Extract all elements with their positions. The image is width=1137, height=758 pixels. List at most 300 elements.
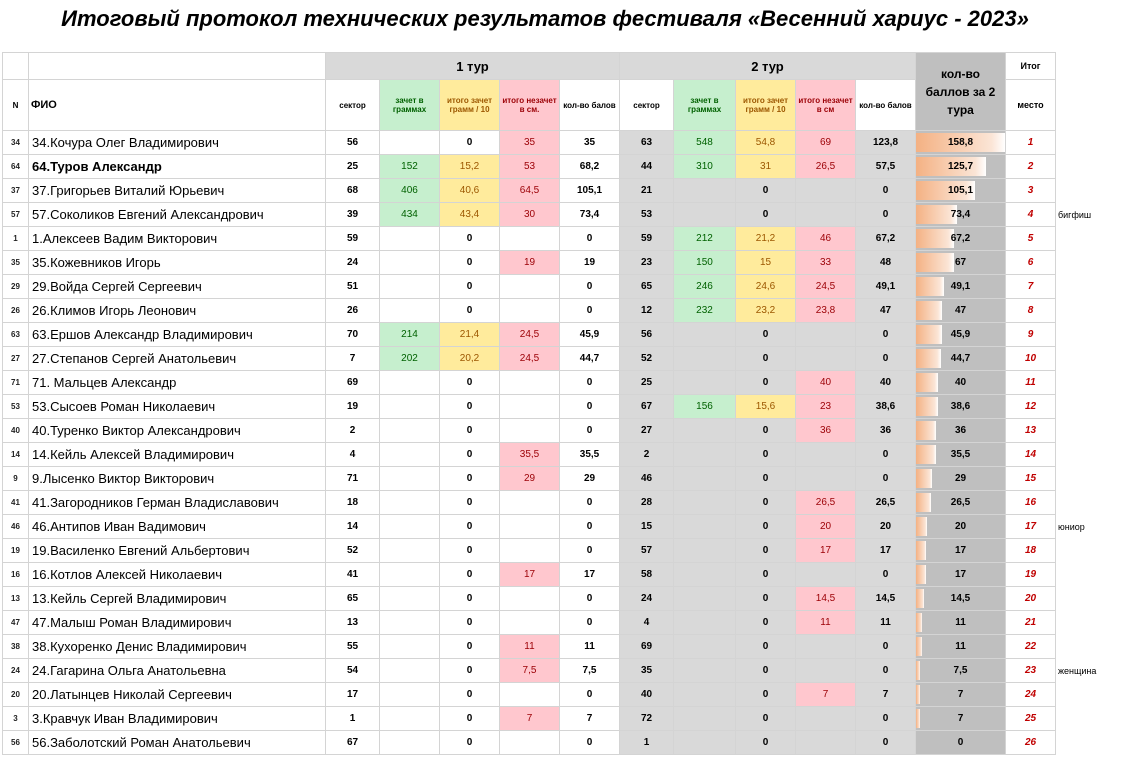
- cell-nezachet-1: 7: [500, 707, 560, 731]
- cell-sector-1: 4: [326, 443, 380, 467]
- cell-total: [916, 467, 1006, 491]
- header-itogo-zachet-1: итого зачет грамм / 10: [440, 80, 500, 131]
- cell-total-value: 36: [954, 425, 967, 436]
- cell-sector-1: 65: [326, 587, 380, 611]
- cell-place: 26: [1006, 731, 1056, 755]
- cell-sector-2: 53: [620, 203, 674, 227]
- cell-balls-1: 19: [560, 251, 620, 275]
- cell-name: 27.Степанов Сергей Анатольевич: [29, 347, 326, 371]
- cell-total: [916, 683, 1006, 707]
- page-title: Итоговый протокол технических результатов фестиваля «Весенний хариус - 2023»: [61, 6, 1029, 31]
- cell-nezachet-2: 26,5: [796, 491, 856, 515]
- cell-name: 38.Кухоренко Денис Владимирович: [29, 635, 326, 659]
- cell-balls-1: 0: [560, 227, 620, 251]
- cell-sector-2: 59: [620, 227, 674, 251]
- cell-total: [916, 323, 1006, 347]
- cell-total: [916, 659, 1006, 683]
- cell-name: 20.Латынцев Николай Сергеевич: [29, 683, 326, 707]
- cell-zachet-2: [674, 587, 736, 611]
- header-nezachet-2: итого незачет в см: [796, 80, 856, 131]
- cell-balls-1: 11: [560, 635, 620, 659]
- cell-total-value: 29: [954, 473, 967, 484]
- cell-itogo-zachet-2: 23,2: [736, 299, 796, 323]
- cell-sector-2: 1: [620, 731, 674, 755]
- cell-nezachet-1: [500, 515, 560, 539]
- cell-itogo-zachet-2: 0: [736, 515, 796, 539]
- cell-sector-2: 69: [620, 635, 674, 659]
- cell-place: 3: [1006, 179, 1056, 203]
- cell-name: 26.Климов Игорь Леонович: [29, 299, 326, 323]
- table-row: [3, 659, 1126, 683]
- cell-n: 41: [3, 491, 29, 515]
- cell-total: [916, 347, 1006, 371]
- cell-zachet-2: [674, 371, 736, 395]
- cell-itogo-zachet-2: 15: [736, 251, 796, 275]
- cell-n: 9: [3, 467, 29, 491]
- cell-name: 14.Кейль Алексей Владимирович: [29, 443, 326, 467]
- cell-nezachet-2: 36: [796, 419, 856, 443]
- cell-nezachet-1: 19: [500, 251, 560, 275]
- cell-total-value: 7: [957, 689, 964, 700]
- cell-balls-1: 0: [560, 515, 620, 539]
- cell-zachet-2: [674, 683, 736, 707]
- cell-note: [1056, 275, 1126, 299]
- total-data-bar: [916, 709, 920, 728]
- cell-zachet-1: [380, 731, 440, 755]
- cell-total: [916, 707, 1006, 731]
- total-data-bar: [916, 325, 942, 344]
- cell-balls-2: 36: [856, 419, 916, 443]
- cell-sector-1: 52: [326, 539, 380, 563]
- cell-itogo-zachet-1: 21,4: [440, 323, 500, 347]
- table-row: [3, 347, 1126, 371]
- cell-itogo-zachet-2: 31: [736, 155, 796, 179]
- cell-total-value: 20: [954, 521, 967, 532]
- cell-itogo-zachet-1: 0: [440, 443, 500, 467]
- cell-zachet-2: 310: [674, 155, 736, 179]
- cell-zachet-2: [674, 347, 736, 371]
- cell-balls-2: 38,6: [856, 395, 916, 419]
- cell-note: [1056, 371, 1126, 395]
- cell-nezachet-2: 33: [796, 251, 856, 275]
- total-data-bar: [916, 589, 924, 608]
- cell-name: 64.Туров Александр: [29, 155, 326, 179]
- cell-zachet-1: [380, 251, 440, 275]
- cell-itogo-zachet-1: 0: [440, 539, 500, 563]
- cell-name: 3.Кравчук Иван Владимирович: [29, 707, 326, 731]
- cell-name: 71. Мальцев Александр: [29, 371, 326, 395]
- cell-zachet-1: 202: [380, 347, 440, 371]
- cell-itogo-zachet-2: 54,8: [736, 131, 796, 155]
- cell-total-value: 17: [954, 569, 967, 580]
- cell-itogo-zachet-1: 0: [440, 467, 500, 491]
- cell-itogo-zachet-1: 0: [440, 227, 500, 251]
- cell-place: 21: [1006, 611, 1056, 635]
- cell-total: [916, 635, 1006, 659]
- cell-nezachet-2: [796, 731, 856, 755]
- total-data-bar: [916, 613, 922, 632]
- cell-balls-1: 7: [560, 707, 620, 731]
- cell-n: 37: [3, 179, 29, 203]
- cell-itogo-zachet-1: 0: [440, 611, 500, 635]
- cell-nezachet-2: [796, 323, 856, 347]
- cell-nezachet-2: 11: [796, 611, 856, 635]
- cell-total-value: 7,5: [953, 665, 968, 676]
- cell-itogo-zachet-1: 0: [440, 275, 500, 299]
- cell-total-value: 40: [954, 377, 967, 388]
- cell-itogo-zachet-1: 0: [440, 563, 500, 587]
- cell-place: 20: [1006, 587, 1056, 611]
- cell-balls-1: 0: [560, 371, 620, 395]
- cell-zachet-2: 232: [674, 299, 736, 323]
- total-data-bar: [916, 349, 941, 368]
- cell-total: [916, 419, 1006, 443]
- cell-note: женщина: [1058, 665, 1097, 676]
- cell-sector-2: 44: [620, 155, 674, 179]
- cell-n: 19: [3, 539, 29, 563]
- cell-sector-1: 55: [326, 635, 380, 659]
- cell-zachet-2: [674, 443, 736, 467]
- cell-zachet-1: [380, 539, 440, 563]
- cell-note: [1056, 467, 1126, 491]
- header-total: кол-во баллов за 2 тура: [916, 53, 1006, 131]
- cell-sector-2: 65: [620, 275, 674, 299]
- cell-name: 13.Кейль Сергей Владимирович: [29, 587, 326, 611]
- cell-note: [1056, 539, 1126, 563]
- cell-sector-1: 51: [326, 275, 380, 299]
- cell-itogo-zachet-1: 0: [440, 731, 500, 755]
- cell-nezachet-1: [500, 587, 560, 611]
- cell-itogo-zachet-2: 0: [736, 419, 796, 443]
- cell-place: 7: [1006, 275, 1056, 299]
- table-row: [3, 683, 1126, 707]
- cell-balls-1: 35,5: [560, 443, 620, 467]
- cell-n: 3: [3, 707, 29, 731]
- cell-note: [1056, 155, 1126, 179]
- cell-balls-1: 17: [560, 563, 620, 587]
- cell-name: 35.Кожевников Игорь: [29, 251, 326, 275]
- cell-sector-1: 2: [326, 419, 380, 443]
- cell-itogo-zachet-1: 0: [440, 587, 500, 611]
- cell-zachet-2: [674, 515, 736, 539]
- cell-name: 1.Алексеев Вадим Викторович: [29, 227, 326, 251]
- cell-sector-1: 67: [326, 731, 380, 755]
- total-data-bar: [916, 661, 920, 680]
- cell-zachet-1: [380, 443, 440, 467]
- cell-n: 71: [3, 371, 29, 395]
- cell-sector-1: 59: [326, 227, 380, 251]
- total-data-bar: [916, 493, 931, 512]
- cell-nezachet-1: 24,5: [500, 323, 560, 347]
- cell-zachet-2: 548: [674, 131, 736, 155]
- cell-sector-2: 63: [620, 131, 674, 155]
- cell-zachet-2: [674, 491, 736, 515]
- total-data-bar: [916, 565, 926, 584]
- cell-balls-1: 29: [560, 467, 620, 491]
- cell-total: [916, 371, 1006, 395]
- cell-itogo-zachet-2: 0: [736, 659, 796, 683]
- cell-nezachet-1: [500, 731, 560, 755]
- cell-zachet-1: [380, 707, 440, 731]
- cell-balls-2: 26,5: [856, 491, 916, 515]
- cell-nezachet-2: 26,5: [796, 155, 856, 179]
- header-n: N: [3, 80, 29, 131]
- cell-nezachet-1: [500, 539, 560, 563]
- header-zachet-1: зачет в граммах: [380, 80, 440, 131]
- cell-sector-1: 68: [326, 179, 380, 203]
- cell-name: 40.Туренко Виктор Александрович: [29, 419, 326, 443]
- cell-note: [1056, 299, 1126, 323]
- cell-name: 47.Малыш Роман Владимирович: [29, 611, 326, 635]
- cell-nezachet-1: [500, 611, 560, 635]
- cell-balls-2: 49,1: [856, 275, 916, 299]
- cell-sector-1: 39: [326, 203, 380, 227]
- cell-balls-2: 11: [856, 611, 916, 635]
- cell-n: 13: [3, 587, 29, 611]
- table-row: [3, 299, 1126, 323]
- cell-balls-1: 7,5: [560, 659, 620, 683]
- cell-nezachet-2: [796, 347, 856, 371]
- cell-total: [916, 731, 1006, 755]
- cell-total: [916, 611, 1006, 635]
- cell-n: 1: [3, 227, 29, 251]
- cell-balls-2: 17: [856, 539, 916, 563]
- cell-zachet-2: [674, 539, 736, 563]
- cell-total: [916, 251, 1006, 275]
- cell-itogo-zachet-1: 0: [440, 515, 500, 539]
- header-nezachet-1: итого незачет в см.: [500, 80, 560, 131]
- table-row: [3, 371, 1126, 395]
- cell-zachet-2: [674, 563, 736, 587]
- table-row: [3, 587, 1126, 611]
- table-row: [3, 275, 1126, 299]
- cell-balls-2: 0: [856, 323, 916, 347]
- cell-total: [916, 131, 1006, 155]
- cell-note: [1056, 731, 1126, 755]
- cell-total-value: 38,6: [950, 401, 971, 412]
- cell-itogo-zachet-1: 0: [440, 683, 500, 707]
- cell-sector-1: 26: [326, 299, 380, 323]
- cell-itogo-zachet-1: 0: [440, 707, 500, 731]
- cell-nezachet-2: [796, 563, 856, 587]
- cell-nezachet-1: 64,5: [500, 179, 560, 203]
- table-row: [3, 515, 1126, 539]
- cell-total-value: 105,1: [947, 185, 974, 196]
- cell-balls-2: 0: [856, 659, 916, 683]
- cell-zachet-1: [380, 371, 440, 395]
- table-row: [3, 707, 1126, 731]
- cell-n: 40: [3, 419, 29, 443]
- cell-itogo-zachet-1: 0: [440, 635, 500, 659]
- cell-balls-2: 67,2: [856, 227, 916, 251]
- header-sector-1: сектор: [326, 80, 380, 131]
- cell-balls-2: 40: [856, 371, 916, 395]
- cell-itogo-zachet-2: 0: [736, 707, 796, 731]
- cell-place: 19: [1006, 563, 1056, 587]
- table-row: [3, 251, 1126, 275]
- cell-sector-1: 17: [326, 683, 380, 707]
- cell-balls-1: 0: [560, 731, 620, 755]
- cell-sector-2: 25: [620, 371, 674, 395]
- cell-note: [1056, 563, 1126, 587]
- cell-total-value: 49,1: [950, 281, 971, 292]
- cell-total: [916, 587, 1006, 611]
- cell-zachet-1: [380, 587, 440, 611]
- cell-place: 2: [1006, 155, 1056, 179]
- cell-nezachet-1: [500, 395, 560, 419]
- cell-sector-1: 69: [326, 371, 380, 395]
- cell-note: [1056, 611, 1126, 635]
- cell-zachet-1: [380, 611, 440, 635]
- cell-n: 34: [3, 131, 29, 155]
- cell-zachet-1: [380, 659, 440, 683]
- cell-zachet-1: [380, 491, 440, 515]
- total-data-bar: [916, 373, 938, 392]
- total-data-bar: [916, 301, 942, 320]
- total-data-bar: [916, 469, 932, 488]
- cell-balls-2: 7: [856, 683, 916, 707]
- cell-note: [1056, 683, 1126, 707]
- cell-zachet-1: 152: [380, 155, 440, 179]
- cell-sector-2: 2: [620, 443, 674, 467]
- cell-zachet-2: [674, 419, 736, 443]
- cell-sector-2: 58: [620, 563, 674, 587]
- cell-n: 16: [3, 563, 29, 587]
- cell-itogo-zachet-1: 0: [440, 371, 500, 395]
- cell-note: [1056, 227, 1126, 251]
- cell-note: [1056, 395, 1126, 419]
- cell-zachet-2: [674, 707, 736, 731]
- table-row: [3, 419, 1126, 443]
- total-data-bar: [916, 541, 926, 560]
- cell-zachet-1: [380, 683, 440, 707]
- cell-nezachet-2: [796, 707, 856, 731]
- cell-itogo-zachet-2: 0: [736, 539, 796, 563]
- cell-place: 23: [1006, 659, 1056, 683]
- cell-total: [916, 203, 1006, 227]
- cell-place: 1: [1006, 131, 1056, 155]
- cell-balls-1: 0: [560, 539, 620, 563]
- cell-sector-2: 27: [620, 419, 674, 443]
- cell-n: 27: [3, 347, 29, 371]
- cell-n: 57: [3, 203, 29, 227]
- cell-zachet-1: [380, 299, 440, 323]
- cell-zachet-1: [380, 515, 440, 539]
- cell-name: 19.Василенко Евгений Альбертович: [29, 539, 326, 563]
- table-row: [3, 443, 1126, 467]
- cell-n: 24: [3, 659, 29, 683]
- cell-nezachet-2: 46: [796, 227, 856, 251]
- header-sector-2: сектор: [620, 80, 674, 131]
- cell-nezachet-1: [500, 683, 560, 707]
- cell-sector-1: 1: [326, 707, 380, 731]
- cell-sector-1: 7: [326, 347, 380, 371]
- cell-zachet-1: [380, 635, 440, 659]
- cell-sector-2: 28: [620, 491, 674, 515]
- cell-zachet-2: [674, 731, 736, 755]
- cell-itogo-zachet-2: 0: [736, 611, 796, 635]
- cell-zachet-2: 150: [674, 251, 736, 275]
- cell-sector-1: 70: [326, 323, 380, 347]
- cell-sector-1: 25: [326, 155, 380, 179]
- cell-balls-1: 0: [560, 419, 620, 443]
- cell-balls-1: 0: [560, 395, 620, 419]
- cell-itogo-zachet-2: 0: [736, 563, 796, 587]
- cell-note: [1056, 587, 1126, 611]
- cell-zachet-1: [380, 395, 440, 419]
- cell-place: 14: [1006, 443, 1056, 467]
- cell-zachet-1: 214: [380, 323, 440, 347]
- cell-balls-1: 0: [560, 491, 620, 515]
- cell-itogo-zachet-2: 0: [736, 491, 796, 515]
- cell-itogo-zachet-2: 0: [736, 683, 796, 707]
- cell-nezachet-1: 53: [500, 155, 560, 179]
- cell-place: 18: [1006, 539, 1056, 563]
- cell-itogo-zachet-2: 0: [736, 179, 796, 203]
- cell-zachet-2: 246: [674, 275, 736, 299]
- cell-note: [1056, 443, 1126, 467]
- table-row: [3, 131, 1126, 155]
- cell-sector-1: 71: [326, 467, 380, 491]
- cell-total-value: 11: [955, 641, 966, 652]
- cell-place: 12: [1006, 395, 1056, 419]
- cell-nezachet-1: [500, 227, 560, 251]
- cell-balls-2: 0: [856, 467, 916, 491]
- cell-balls-2: 0: [856, 635, 916, 659]
- cell-nezachet-1: 17: [500, 563, 560, 587]
- table-row: [3, 155, 1126, 179]
- cell-place: 13: [1006, 419, 1056, 443]
- cell-total: [916, 275, 1006, 299]
- cell-nezachet-2: 23: [796, 395, 856, 419]
- cell-place: 24: [1006, 683, 1056, 707]
- cell-name: 53.Сысоев Роман Николаевич: [29, 395, 326, 419]
- cell-sector-2: 35: [620, 659, 674, 683]
- cell-total-value: 158,8: [947, 137, 974, 148]
- cell-total: [916, 491, 1006, 515]
- cell-zachet-2: 212: [674, 227, 736, 251]
- cell-note: юниор: [1058, 521, 1085, 532]
- cell-place: 17: [1006, 515, 1056, 539]
- cell-place: 4: [1006, 203, 1056, 227]
- cell-sector-2: 57: [620, 539, 674, 563]
- cell-note: [1056, 131, 1126, 155]
- table-row: [3, 227, 1126, 251]
- cell-balls-1: 0: [560, 587, 620, 611]
- cell-total: [916, 395, 1006, 419]
- cell-nezachet-2: 14,5: [796, 587, 856, 611]
- cell-itogo-zachet-1: 0: [440, 419, 500, 443]
- cell-sector-1: 18: [326, 491, 380, 515]
- cell-balls-1: 0: [560, 299, 620, 323]
- cell-balls-2: 57,5: [856, 155, 916, 179]
- cell-sector-2: 52: [620, 347, 674, 371]
- total-data-bar: [916, 253, 954, 272]
- table-row: [3, 395, 1126, 419]
- cell-zachet-2: [674, 323, 736, 347]
- cell-total-value: 67,2: [950, 233, 971, 244]
- cell-itogo-zachet-1: 43,4: [440, 203, 500, 227]
- cell-nezachet-2: 23,8: [796, 299, 856, 323]
- cell-total-value: 47: [954, 305, 967, 316]
- cell-nezachet-2: [796, 203, 856, 227]
- cell-n: 20: [3, 683, 29, 707]
- table-row: [3, 563, 1126, 587]
- cell-balls-1: 0: [560, 683, 620, 707]
- cell-n: 46: [3, 515, 29, 539]
- cell-total-value: 7: [957, 713, 964, 724]
- cell-balls-2: 0: [856, 563, 916, 587]
